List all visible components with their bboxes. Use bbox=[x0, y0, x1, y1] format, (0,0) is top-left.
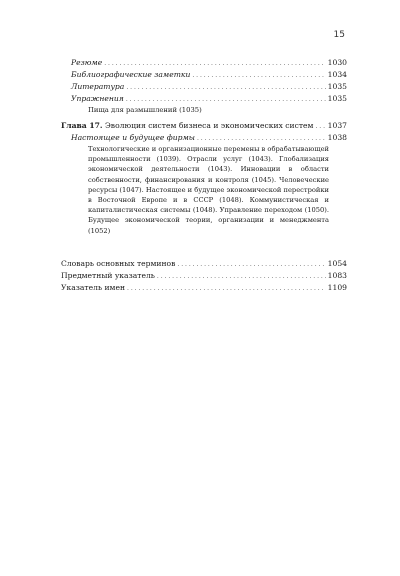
toc-chapter bbox=[61, 120, 347, 132]
toc-entry bbox=[61, 69, 347, 81]
toc-entry-page: 1034 bbox=[327, 70, 347, 79]
toc-chapter-page: 1037 bbox=[327, 121, 347, 130]
toc-section-page: 1038 bbox=[327, 133, 347, 142]
toc-backmatter-entry bbox=[61, 282, 347, 294]
dot-leader bbox=[127, 282, 326, 294]
chapter-title: Эволюция систем бизнеса и экономических систем bbox=[105, 121, 314, 130]
toc-entry-page: 1083 bbox=[327, 270, 347, 280]
table-of-contents bbox=[61, 57, 347, 294]
toc-subentry: Пища для размышлений (1035) bbox=[88, 106, 202, 114]
chapter-number: Глава 17. bbox=[61, 121, 103, 130]
toc-section-description: Технологические и организационные перемены в обрабатывающей промышленности (1039). Отрасли услуг (1043). Глобализация экономической деятельности (1043). Инновации в области собственности, финансирования и контроля (1045). Человеческие ресурсы (1047). Настоящее и будущее экономической перестройки в Восточной Европе и в СССР (1048). Коммунистическая и капиталистическая системы (1048). Управление переходом (1050). Будущее экономической теории, организации и менеджмента (1052) bbox=[88, 145, 330, 235]
toc-entry-label: Предметный указатель bbox=[61, 270, 155, 280]
toc-entry bbox=[61, 81, 347, 93]
dot-leader bbox=[197, 132, 326, 144]
toc-entry-page: 1035 bbox=[327, 94, 347, 103]
dot-leader bbox=[177, 258, 325, 270]
toc-entry-page: 1035 bbox=[327, 82, 347, 91]
toc-entry-label: Словарь основных терминов bbox=[61, 258, 176, 268]
toc-entry-label: Резюме bbox=[71, 58, 103, 67]
toc-entry-page: 1109 bbox=[327, 282, 347, 292]
toc-chapter-label bbox=[61, 120, 315, 131]
toc-backmatter-entry bbox=[61, 258, 347, 270]
dot-leader bbox=[192, 69, 325, 81]
dot-leader bbox=[126, 81, 325, 93]
dot-leader bbox=[315, 120, 325, 132]
toc-entry-label: Указатель имен bbox=[61, 282, 126, 292]
page-number: 15 bbox=[333, 30, 345, 40]
toc-entry-label: Упражнения bbox=[71, 94, 124, 103]
toc-entry-label: Литература bbox=[71, 82, 125, 91]
toc-entry bbox=[61, 93, 347, 105]
toc-backmatter-entry bbox=[61, 270, 347, 282]
dot-leader bbox=[157, 270, 326, 282]
dot-leader bbox=[104, 57, 325, 69]
toc-section bbox=[61, 132, 347, 144]
toc-entry bbox=[61, 57, 347, 69]
toc-entry-page: 1054 bbox=[327, 258, 347, 268]
toc-section-label: Настоящее и будущее фирмы bbox=[71, 133, 195, 142]
dot-leader bbox=[126, 93, 326, 105]
toc-entry-page: 1030 bbox=[327, 58, 347, 67]
toc-entry-label: Библиографические заметки bbox=[71, 70, 191, 79]
